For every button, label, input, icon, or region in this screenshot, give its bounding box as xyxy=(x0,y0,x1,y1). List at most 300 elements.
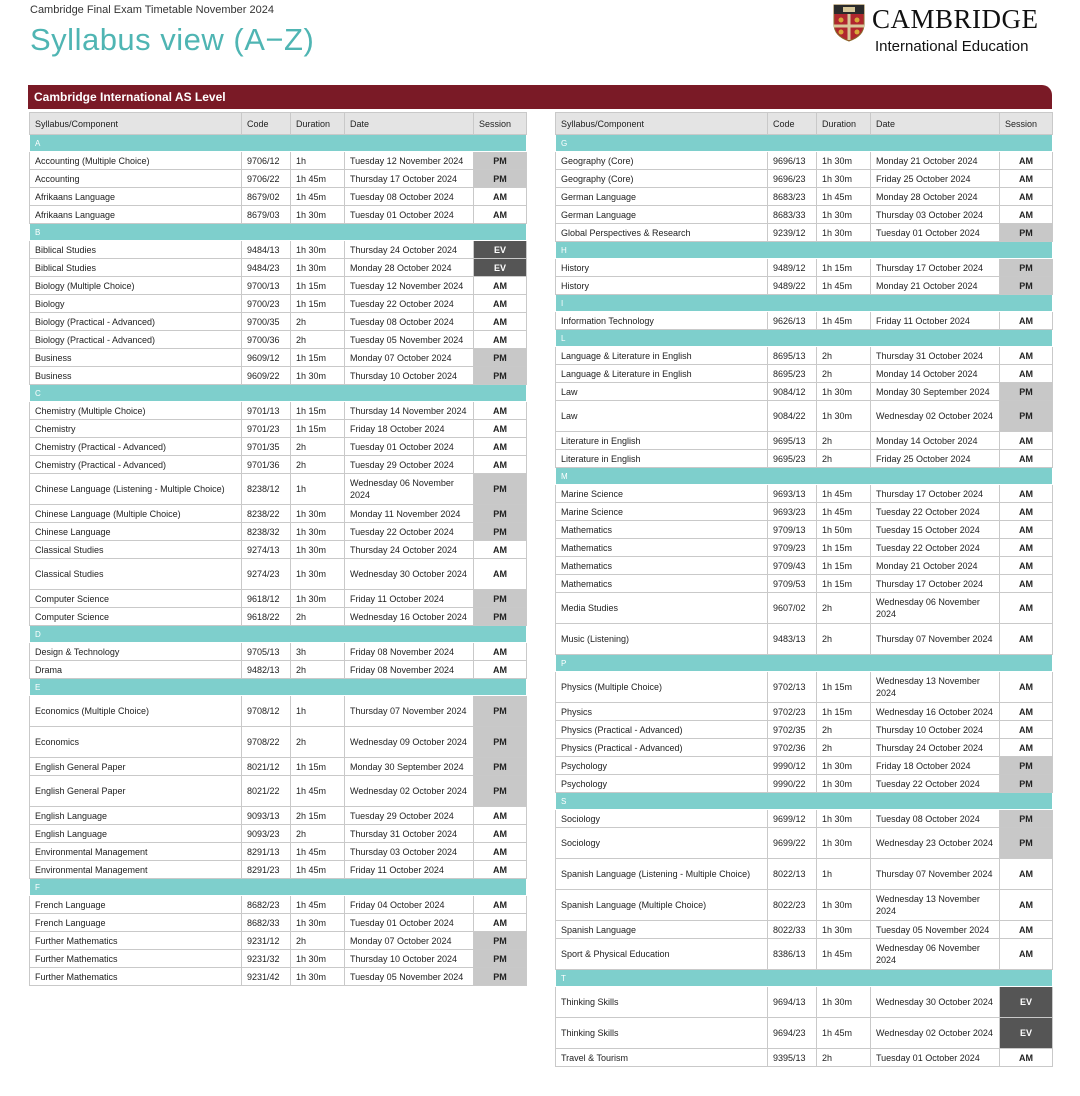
session-cell: AM xyxy=(1000,347,1053,365)
date-cell: Friday 04 October 2024 xyxy=(345,896,474,914)
syllabus-cell: Environmental Management xyxy=(30,843,242,861)
table-row xyxy=(556,757,1053,775)
syllabus-cell: Chemistry xyxy=(30,420,242,438)
syllabus-cell: Business xyxy=(30,367,242,385)
syllabus-cell: Further Mathematics xyxy=(30,968,242,986)
date-cell: Thursday 10 October 2024 xyxy=(345,367,474,385)
table-row xyxy=(30,776,527,807)
duration-cell: 1h 15m xyxy=(817,703,871,721)
syllabus-cell: Media Studies xyxy=(556,593,768,624)
table-row xyxy=(556,624,1053,655)
code-cell: 9239/12 xyxy=(768,224,817,242)
syllabus-cell: Chemistry (Multiple Choice) xyxy=(30,402,242,420)
date-cell: Tuesday 22 October 2024 xyxy=(871,539,1000,557)
date-cell: Wednesday 06 November 2024 xyxy=(345,474,474,505)
section-letter: I xyxy=(556,295,1053,312)
syllabus-cell: Spanish Language xyxy=(556,921,768,939)
duration-cell: 1h 30m xyxy=(817,921,871,939)
duration-cell: 2h xyxy=(291,438,345,456)
session-cell: AM xyxy=(474,807,527,825)
table-row xyxy=(556,1049,1053,1067)
code-cell: 9702/36 xyxy=(768,739,817,757)
duration-cell: 1h xyxy=(291,152,345,170)
table-row xyxy=(556,575,1053,593)
duration-cell: 2h xyxy=(817,721,871,739)
syllabus-cell: Computer Science xyxy=(30,608,242,626)
date-cell: Tuesday 22 October 2024 xyxy=(871,775,1000,793)
session-cell: AM xyxy=(1000,557,1053,575)
syllabus-cell: History xyxy=(556,277,768,295)
date-cell: Tuesday 22 October 2024 xyxy=(871,503,1000,521)
session-cell: AM xyxy=(474,643,527,661)
session-cell: AM xyxy=(474,843,527,861)
table-row xyxy=(556,152,1053,170)
table-header-row xyxy=(30,113,527,135)
table-row xyxy=(30,349,527,367)
syllabus-cell: Marine Science xyxy=(556,485,768,503)
syllabus-cell: Chinese Language (Listening - Multiple Choice) xyxy=(30,474,242,505)
syllabus-cell: English Language xyxy=(30,825,242,843)
code-cell: 9696/13 xyxy=(768,152,817,170)
code-cell: 8238/22 xyxy=(242,505,291,523)
date-cell: Thursday 10 October 2024 xyxy=(871,721,1000,739)
session-cell: AM xyxy=(474,420,527,438)
table-row xyxy=(556,890,1053,921)
session-cell: PM xyxy=(1000,401,1053,432)
syllabus-cell: Biology (Practical - Advanced) xyxy=(30,313,242,331)
code-cell: 9694/13 xyxy=(768,987,817,1018)
table-row xyxy=(556,721,1053,739)
date-cell: Wednesday 16 October 2024 xyxy=(345,608,474,626)
duration-cell: 1h 45m xyxy=(817,485,871,503)
code-cell: 9699/12 xyxy=(768,810,817,828)
syllabus-cell: Biblical Studies xyxy=(30,241,242,259)
session-cell: AM xyxy=(474,541,527,559)
duration-cell: 1h 30m xyxy=(291,367,345,385)
date-cell: Friday 11 October 2024 xyxy=(345,861,474,879)
code-cell: 8291/23 xyxy=(242,861,291,879)
code-cell: 9699/22 xyxy=(768,828,817,859)
date-cell: Wednesday 30 October 2024 xyxy=(345,559,474,590)
date-cell: Monday 14 October 2024 xyxy=(871,432,1000,450)
session-cell: EV xyxy=(474,241,527,259)
table-row xyxy=(556,259,1053,277)
code-cell: 8679/03 xyxy=(242,206,291,224)
date-cell: Wednesday 13 November 2024 xyxy=(871,672,1000,703)
table-row xyxy=(556,672,1053,703)
code-cell: 9700/23 xyxy=(242,295,291,313)
session-cell: AM xyxy=(1000,152,1053,170)
table-row xyxy=(30,313,527,331)
session-cell: PM xyxy=(474,950,527,968)
code-cell: 9484/13 xyxy=(242,241,291,259)
date-cell: Monday 14 October 2024 xyxy=(871,365,1000,383)
section-letter: H xyxy=(556,242,1053,259)
code-cell: 9990/12 xyxy=(768,757,817,775)
code-cell: 9701/13 xyxy=(242,402,291,420)
table-row xyxy=(30,696,527,727)
code-cell: 8683/33 xyxy=(768,206,817,224)
session-cell: PM xyxy=(1000,828,1053,859)
duration-cell: 2h xyxy=(817,739,871,757)
session-cell: EV xyxy=(1000,987,1053,1018)
table-row xyxy=(556,828,1053,859)
code-cell: 9084/22 xyxy=(768,401,817,432)
duration-cell: 1h 30m xyxy=(817,383,871,401)
duration-cell: 1h 30m xyxy=(291,241,345,259)
duration-cell: 1h xyxy=(291,696,345,727)
code-cell: 9695/13 xyxy=(768,432,817,450)
session-cell: AM xyxy=(1000,890,1053,921)
syllabus-cell: Chemistry (Practical - Advanced) xyxy=(30,438,242,456)
syllabus-cell: Further Mathematics xyxy=(30,950,242,968)
duration-cell: 1h 30m xyxy=(291,523,345,541)
session-cell: PM xyxy=(474,505,527,523)
date-cell: Thursday 31 October 2024 xyxy=(345,825,474,843)
code-cell: 9609/22 xyxy=(242,367,291,385)
duration-cell: 2h xyxy=(817,365,871,383)
session-cell: AM xyxy=(474,661,527,679)
date-cell: Thursday 17 October 2024 xyxy=(871,575,1000,593)
col-header-code: Code xyxy=(768,113,817,135)
date-cell: Thursday 24 October 2024 xyxy=(345,541,474,559)
syllabus-cell: Language & Literature in English xyxy=(556,365,768,383)
date-cell: Thursday 07 November 2024 xyxy=(871,624,1000,655)
duration-cell: 1h 30m xyxy=(817,810,871,828)
code-cell: 8022/33 xyxy=(768,921,817,939)
timetable-right xyxy=(555,112,1053,1067)
session-cell: AM xyxy=(1000,432,1053,450)
table-row xyxy=(30,170,527,188)
section-letter: F xyxy=(30,879,527,896)
syllabus-cell: Economics (Multiple Choice) xyxy=(30,696,242,727)
duration-cell: 1h 45m xyxy=(291,776,345,807)
session-cell: PM xyxy=(474,349,527,367)
table-row xyxy=(556,1018,1053,1049)
duration-cell: 1h 15m xyxy=(817,259,871,277)
duration-cell: 1h 30m xyxy=(817,775,871,793)
section-letter-row xyxy=(30,385,527,402)
page-title: Syllabus view (A−Z) xyxy=(30,22,315,57)
session-cell: AM xyxy=(1000,575,1053,593)
level-banner xyxy=(28,85,1052,109)
table-row xyxy=(556,539,1053,557)
date-cell: Tuesday 08 October 2024 xyxy=(345,188,474,206)
code-cell: 9709/13 xyxy=(768,521,817,539)
date-cell: Tuesday 05 November 2024 xyxy=(345,331,474,349)
duration-cell: 1h 30m xyxy=(291,259,345,277)
duration-cell: 2h xyxy=(817,1049,871,1067)
date-cell: Friday 08 November 2024 xyxy=(345,643,474,661)
duration-cell: 1h 15m xyxy=(817,557,871,575)
banner-label: Cambridge International AS Level xyxy=(34,90,226,104)
syllabus-cell: Further Mathematics xyxy=(30,932,242,950)
table-row xyxy=(556,224,1053,242)
session-cell: AM xyxy=(1000,703,1053,721)
duration-cell: 2h xyxy=(291,313,345,331)
section-letter: B xyxy=(30,224,527,241)
col-header-session: Session xyxy=(474,113,527,135)
session-cell: AM xyxy=(1000,450,1053,468)
table-row xyxy=(30,206,527,224)
code-cell: 8022/13 xyxy=(768,859,817,890)
table-row xyxy=(30,505,527,523)
table-row xyxy=(556,503,1053,521)
code-cell: 9701/35 xyxy=(242,438,291,456)
code-cell: 8682/33 xyxy=(242,914,291,932)
table-row xyxy=(556,401,1053,432)
session-cell: AM xyxy=(1000,188,1053,206)
code-cell: 8695/13 xyxy=(768,347,817,365)
session-cell: AM xyxy=(1000,521,1053,539)
date-cell: Monday 21 October 2024 xyxy=(871,277,1000,295)
date-cell: Wednesday 23 October 2024 xyxy=(871,828,1000,859)
cambridge-logo xyxy=(833,4,1053,56)
session-cell: PM xyxy=(474,727,527,758)
code-cell: 8683/23 xyxy=(768,188,817,206)
code-cell: 9482/13 xyxy=(242,661,291,679)
date-cell: Thursday 07 November 2024 xyxy=(871,859,1000,890)
duration-cell: 1h 15m xyxy=(291,420,345,438)
table-row xyxy=(30,807,527,825)
duration-cell: 2h xyxy=(291,608,345,626)
table-row xyxy=(30,259,527,277)
date-cell: Friday 18 October 2024 xyxy=(345,420,474,438)
syllabus-cell: Language & Literature in English xyxy=(556,347,768,365)
duration-cell: 1h 15m xyxy=(291,277,345,295)
code-cell: 9696/23 xyxy=(768,170,817,188)
section-letter: S xyxy=(556,793,1053,810)
timetable-left xyxy=(29,112,527,986)
duration-cell: 1h 45m xyxy=(817,939,871,970)
col-header-syllabus: Syllabus/Component xyxy=(30,113,242,135)
code-cell: 9709/53 xyxy=(768,575,817,593)
syllabus-cell: Biblical Studies xyxy=(30,259,242,277)
date-cell: Tuesday 29 October 2024 xyxy=(345,456,474,474)
duration-cell: 2h xyxy=(291,825,345,843)
code-cell: 8021/22 xyxy=(242,776,291,807)
code-cell: 9694/23 xyxy=(768,1018,817,1049)
duration-cell: 1h 15m xyxy=(817,539,871,557)
table-row xyxy=(30,608,527,626)
syllabus-cell: Afrikaans Language xyxy=(30,206,242,224)
table-row xyxy=(556,557,1053,575)
duration-cell: 1h 50m xyxy=(817,521,871,539)
syllabus-cell: Music (Listening) xyxy=(556,624,768,655)
code-cell: 9706/22 xyxy=(242,170,291,188)
duration-cell: 2h xyxy=(291,456,345,474)
code-cell: 9618/22 xyxy=(242,608,291,626)
code-cell: 8682/23 xyxy=(242,896,291,914)
session-cell: PM xyxy=(474,932,527,950)
date-cell: Wednesday 13 November 2024 xyxy=(871,890,1000,921)
syllabus-cell: Afrikaans Language xyxy=(30,188,242,206)
table-row xyxy=(30,932,527,950)
table-row xyxy=(556,859,1053,890)
table-row xyxy=(556,521,1053,539)
duration-cell: 1h 30m xyxy=(291,914,345,932)
table-row xyxy=(30,727,527,758)
syllabus-cell: French Language xyxy=(30,914,242,932)
date-cell: Thursday 24 October 2024 xyxy=(871,739,1000,757)
syllabus-cell: English General Paper xyxy=(30,758,242,776)
syllabus-cell: Sociology xyxy=(556,810,768,828)
table-row xyxy=(30,896,527,914)
syllabus-cell: Psychology xyxy=(556,775,768,793)
syllabus-cell: Psychology xyxy=(556,757,768,775)
session-cell: AM xyxy=(474,896,527,914)
section-letter: T xyxy=(556,970,1053,987)
session-cell: AM xyxy=(1000,859,1053,890)
duration-cell: 1h 15m xyxy=(817,575,871,593)
code-cell: 9695/23 xyxy=(768,450,817,468)
duration-cell: 1h 30m xyxy=(291,559,345,590)
duration-cell: 1h 45m xyxy=(817,1018,871,1049)
duration-cell: 1h 45m xyxy=(817,277,871,295)
duration-cell: 1h 30m xyxy=(291,950,345,968)
duration-cell: 1h 30m xyxy=(817,206,871,224)
date-cell: Monday 28 October 2024 xyxy=(345,259,474,277)
syllabus-cell: Mathematics xyxy=(556,557,768,575)
code-cell: 9484/23 xyxy=(242,259,291,277)
session-cell: PM xyxy=(1000,383,1053,401)
duration-cell: 1h 30m xyxy=(817,987,871,1018)
duration-cell: 1h 30m xyxy=(291,590,345,608)
date-cell: Tuesday 22 October 2024 xyxy=(345,295,474,313)
table-row xyxy=(30,950,527,968)
duration-cell: 1h xyxy=(817,859,871,890)
col-header-date: Date xyxy=(871,113,1000,135)
syllabus-cell: Chinese Language (Multiple Choice) xyxy=(30,505,242,523)
date-cell: Thursday 07 November 2024 xyxy=(345,696,474,727)
date-cell: Thursday 03 October 2024 xyxy=(871,206,1000,224)
duration-cell: 1h 45m xyxy=(291,896,345,914)
session-cell: AM xyxy=(474,438,527,456)
logo-wordmark: CAMBRIDGE xyxy=(872,4,1039,34)
syllabus-cell: Literature in English xyxy=(556,450,768,468)
code-cell: 9701/36 xyxy=(242,456,291,474)
table-row xyxy=(30,661,527,679)
duration-cell: 1h 15m xyxy=(817,672,871,703)
duration-cell: 1h 30m xyxy=(291,541,345,559)
session-cell: AM xyxy=(1000,170,1053,188)
code-cell: 9626/13 xyxy=(768,312,817,330)
section-letter-row xyxy=(556,793,1053,810)
table-row xyxy=(30,474,527,505)
duration-cell: 1h 45m xyxy=(817,503,871,521)
date-cell: Tuesday 01 October 2024 xyxy=(345,438,474,456)
code-cell: 9609/12 xyxy=(242,349,291,367)
table-row xyxy=(30,523,527,541)
duration-cell: 1h 15m xyxy=(291,758,345,776)
code-cell: 9708/12 xyxy=(242,696,291,727)
section-letter: P xyxy=(556,655,1053,672)
session-cell: PM xyxy=(474,758,527,776)
code-cell: 9084/12 xyxy=(768,383,817,401)
code-cell: 9274/23 xyxy=(242,559,291,590)
date-cell: Tuesday 22 October 2024 xyxy=(345,523,474,541)
duration-cell: 1h 15m xyxy=(291,349,345,367)
syllabus-cell: Marine Science xyxy=(556,503,768,521)
session-cell: AM xyxy=(474,277,527,295)
session-cell: AM xyxy=(474,559,527,590)
date-cell: Tuesday 05 November 2024 xyxy=(345,968,474,986)
table-row xyxy=(30,559,527,590)
date-cell: Thursday 14 November 2024 xyxy=(345,402,474,420)
syllabus-cell: Physics (Practical - Advanced) xyxy=(556,739,768,757)
table-row xyxy=(30,825,527,843)
date-cell: Thursday 17 October 2024 xyxy=(345,170,474,188)
section-letter-row xyxy=(556,135,1053,152)
table-row xyxy=(30,402,527,420)
date-cell: Monday 30 September 2024 xyxy=(871,383,1000,401)
table-row xyxy=(556,170,1053,188)
session-cell: EV xyxy=(1000,1018,1053,1049)
syllabus-cell: English Language xyxy=(30,807,242,825)
duration-cell: 1h 45m xyxy=(291,188,345,206)
syllabus-cell: Mathematics xyxy=(556,521,768,539)
session-cell: EV xyxy=(474,259,527,277)
code-cell: 8021/12 xyxy=(242,758,291,776)
code-cell: 9702/13 xyxy=(768,672,817,703)
date-cell: Tuesday 29 October 2024 xyxy=(345,807,474,825)
session-cell: AM xyxy=(474,914,527,932)
date-cell: Friday 11 October 2024 xyxy=(345,590,474,608)
code-cell: 9709/23 xyxy=(768,539,817,557)
session-cell: AM xyxy=(1000,1049,1053,1067)
table-row xyxy=(556,188,1053,206)
date-cell: Wednesday 02 October 2024 xyxy=(345,776,474,807)
session-cell: PM xyxy=(474,696,527,727)
syllabus-cell: Classical Studies xyxy=(30,541,242,559)
date-cell: Tuesday 08 October 2024 xyxy=(871,810,1000,828)
syllabus-cell: Travel & Tourism xyxy=(556,1049,768,1067)
code-cell: 9483/13 xyxy=(768,624,817,655)
duration-cell: 1h 45m xyxy=(817,188,871,206)
session-cell: PM xyxy=(474,474,527,505)
duration-cell: 1h 45m xyxy=(817,312,871,330)
syllabus-cell: History xyxy=(556,259,768,277)
section-letter-row xyxy=(556,330,1053,347)
duration-cell: 1h 30m xyxy=(291,206,345,224)
section-letter-row xyxy=(30,626,527,643)
table-row xyxy=(30,968,527,986)
session-cell: PM xyxy=(474,590,527,608)
syllabus-cell: Physics (Multiple Choice) xyxy=(556,672,768,703)
date-cell: Friday 25 October 2024 xyxy=(871,450,1000,468)
table-row xyxy=(556,450,1053,468)
date-cell: Tuesday 01 October 2024 xyxy=(345,914,474,932)
code-cell: 8679/02 xyxy=(242,188,291,206)
code-cell: 9093/23 xyxy=(242,825,291,843)
section-letter: L xyxy=(556,330,1053,347)
code-cell: 9700/13 xyxy=(242,277,291,295)
code-cell: 9231/32 xyxy=(242,950,291,968)
syllabus-cell: Mathematics xyxy=(556,575,768,593)
session-cell: PM xyxy=(474,152,527,170)
section-letter: D xyxy=(30,626,527,643)
session-cell: PM xyxy=(474,608,527,626)
session-cell: PM xyxy=(1000,259,1053,277)
date-cell: Wednesday 16 October 2024 xyxy=(871,703,1000,721)
table-row xyxy=(30,843,527,861)
duration-cell: 1h 30m xyxy=(817,224,871,242)
code-cell: 8022/23 xyxy=(768,890,817,921)
table-row xyxy=(30,152,527,170)
date-cell: Wednesday 06 November 2024 xyxy=(871,939,1000,970)
duration-cell: 2h xyxy=(817,450,871,468)
session-cell: AM xyxy=(474,456,527,474)
